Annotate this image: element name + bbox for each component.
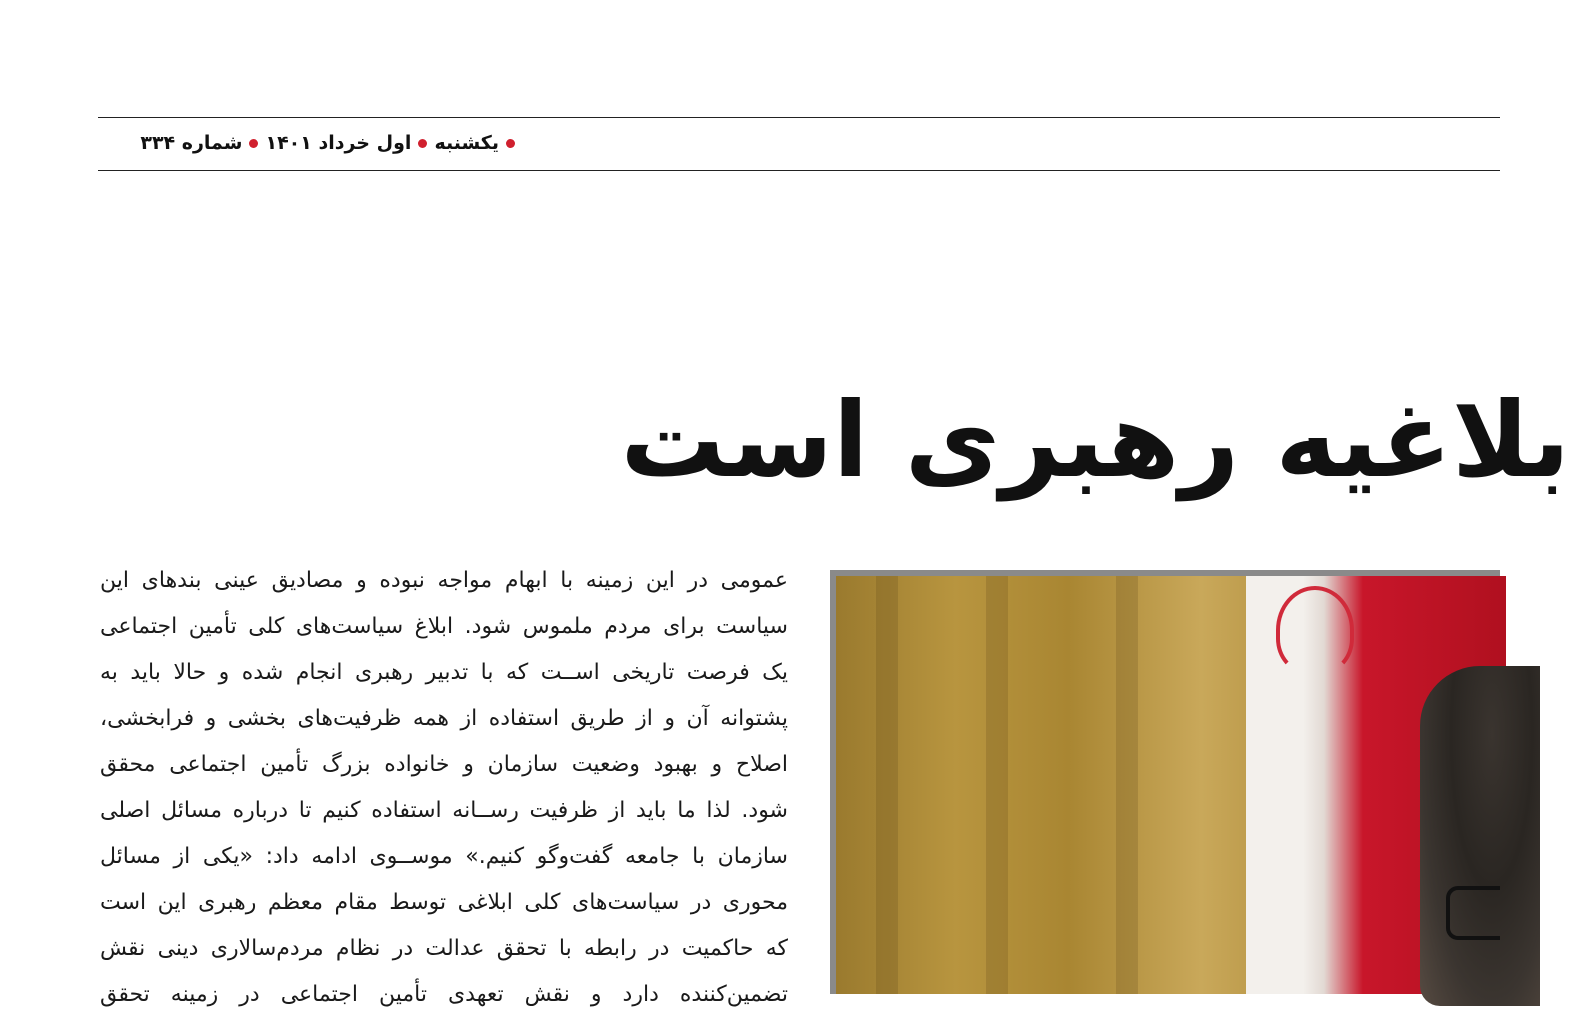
article-body: [100, 558, 788, 1007]
article-line: که حاکمیت در رابطه با تحقق عدالت در نظام مردم‌سالاری دینی نقش: [100, 936, 788, 961]
bullet-icon: [418, 139, 427, 148]
article-line: شود. لذا ما باید از ظرفیت رســانه استفاده کنیم تا درباره مسائل اصلی: [100, 798, 788, 823]
article-line: تضمین‌کننده دارد و نقش تعهدی تأمین اجتماعی در زمینه تحقق: [100, 982, 788, 1007]
bullet-icon: [506, 139, 515, 148]
photo-wood-panel: [876, 576, 898, 994]
dateline: [98, 126, 520, 160]
article-line: اصلاح و بهبود وضعیت سازمان و خانواده بزرگ تأمین اجتماعی محقق: [100, 752, 788, 777]
article-line: سازمان با جامعه گفت‌وگو کنیم.» موســوی ادامه داد: «یکی از مسائل: [100, 844, 788, 869]
article-photo: [830, 570, 1500, 994]
photo-glasses: [1446, 886, 1500, 940]
headline: بلاغیه رهبری است: [620, 379, 1570, 501]
dateline-day: یکشنبه: [434, 132, 499, 154]
article-line: سیاست برای مردم ملموس شود. ابلاغ سیاست‌های کلی تأمین اجتماعی: [100, 614, 788, 639]
dateline-date: اول خرداد ۱۴۰۱: [265, 132, 412, 154]
bullet-icon: [249, 139, 258, 148]
dateline-issue: شماره ۳۳۴: [140, 132, 243, 154]
photo-wood-panel: [986, 576, 1008, 994]
header-rule-bottom: [98, 170, 1500, 171]
photo-image: [836, 576, 1500, 994]
article-line: یک فرصت تاریخی اســت که با تدبیر رهبری انجام شده و حالا باید به: [100, 660, 788, 685]
header-rule-top: [98, 117, 1500, 118]
article-line: پشتوانه آن و از طریق استفاده از همه ظرفیت‌های بخشی و فرابخشی،: [100, 706, 788, 731]
photo-person: [1420, 666, 1540, 1006]
flag-emblem-icon: [1276, 586, 1354, 674]
article-line: محوری در سیاست‌های کلی ابلاغی توسط مقام معظم رهبری این است: [100, 890, 788, 915]
headline-container: [620, 370, 1570, 520]
photo-wood-panel: [1116, 576, 1138, 994]
article-line: عمومی در این زمینه با ابهام مواجه نبوده و مصادیق عینی بندهای این: [100, 568, 788, 593]
